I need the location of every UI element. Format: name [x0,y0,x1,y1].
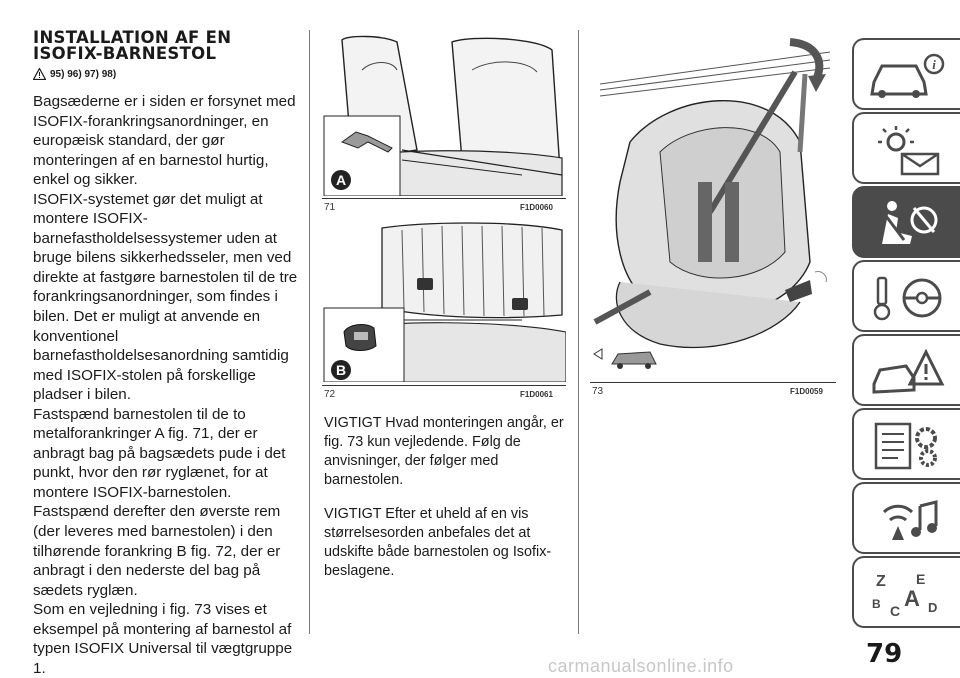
svg-text:A: A [904,586,920,611]
paragraph: Fastspænd derefter den øverste rem (der leveres med barnestolen) i den tilhørende forankring B fig. 72, der er anbragt i den nederste del bag på sædets ryglæn. [33,503,281,599]
warning-triangle-icon [33,68,46,80]
figure-71-number: 71 [324,202,336,213]
figure-caption-rule [590,382,836,383]
column-divider [309,30,310,634]
svg-text:E: E [916,571,926,587]
road-warning-icon [868,344,948,400]
paragraph: VIGTIGT Hvad monteringen angår, er fig. 73 kun vejledende. Følg de anvisninger, der følger med barnestolen. [324,415,564,488]
warning-refs-text: 95) 96) 97) 98) [50,68,117,80]
car-info-icon [868,48,948,104]
figure-72-top-tether-anchor [322,220,566,382]
page-number: 79 [866,639,903,669]
figure-caption-rule [322,385,566,386]
tab-warning-lights[interactable] [852,112,960,184]
figure-71-code: F1D0060 [520,203,553,212]
figure-73-code: F1D0059 [790,387,823,396]
tab-car-info[interactable] [852,38,960,110]
paragraph: Fastspænd barnestolen til de to metalforankringer A fig. 71, der er anbragt bag på bagsædets pude i det punkt, hvor den rør ryglænet, for at montere ISOFIX-barnestolen. [33,405,286,501]
maintenance-icon [868,418,948,474]
figure-72-code: F1D0061 [520,390,553,399]
figure-caption-rule [322,198,566,199]
tab-key-steering[interactable] [852,260,960,332]
warning-lights-icon [868,122,948,178]
tab-maintenance[interactable] [852,408,960,480]
figure-73-number: 73 [592,386,604,397]
tab-index[interactable] [852,556,960,628]
paragraph: Som en vejledning i fig. 73 vises et eksempel på montering af barnestol af typen ISOFIX Universal til vægtgruppe 1. [33,601,293,677]
svg-text:i: i [932,57,936,72]
figure-72-number: 72 [324,389,336,400]
index-icon [868,566,948,622]
warning-references [33,68,116,80]
column1-text [33,92,305,678]
section-title-line1: INSTALLATION AF EN [33,28,232,47]
svg-text:B: B [872,597,881,611]
paragraph: Bagsæderne er i siden er forsynet med ISOFIX-forankringsanordninger, en europæisk standard, der gør monteringen af en barnestol hurtig, enkel og sikker. [33,93,296,189]
watermark: carmanualsonline.info [548,656,734,676]
section-title [33,30,303,62]
figure-71-seat-isofix-anchor [322,30,566,196]
multimedia-icon [868,492,948,548]
tab-seat-airbag[interactable] [852,186,960,258]
paragraph: ISOFIX-systemet gør det muligt at montere ISOFIX-barnefastholdelsessystemer uden at bruge bilens sikkerhedsseler, men ved direkte at fastgøre barnestolen til de tre forankringsanordninger, som findes i bilen. Det er muligt at anvende en konventionel barnefastholdelsesanordning samtidig med ISOFIX-stolen på forskellige pladser i bilen. [33,190,298,404]
paragraph: VIGTIGT Efter et uheld af en vis størrelsesorden anbefales det at udskifte både barnestolen og Isofix-beslagene. [324,506,552,579]
svg-text:D: D [928,600,938,615]
key-steering-icon [868,270,948,326]
svg-text:C: C [890,603,901,619]
column2-text [324,414,564,596]
tab-road-warning[interactable] [852,334,960,406]
figure-73-child-seat-installation [590,32,836,380]
seat-airbag-icon [868,196,948,252]
figure-72-label: B [335,362,347,378]
column-divider [578,30,579,634]
section-title-line2: ISOFIX-BARNESTOL [33,44,217,63]
svg-text:Z: Z [876,573,886,590]
figure-71-label: A [335,172,347,188]
tab-multimedia[interactable] [852,482,960,554]
